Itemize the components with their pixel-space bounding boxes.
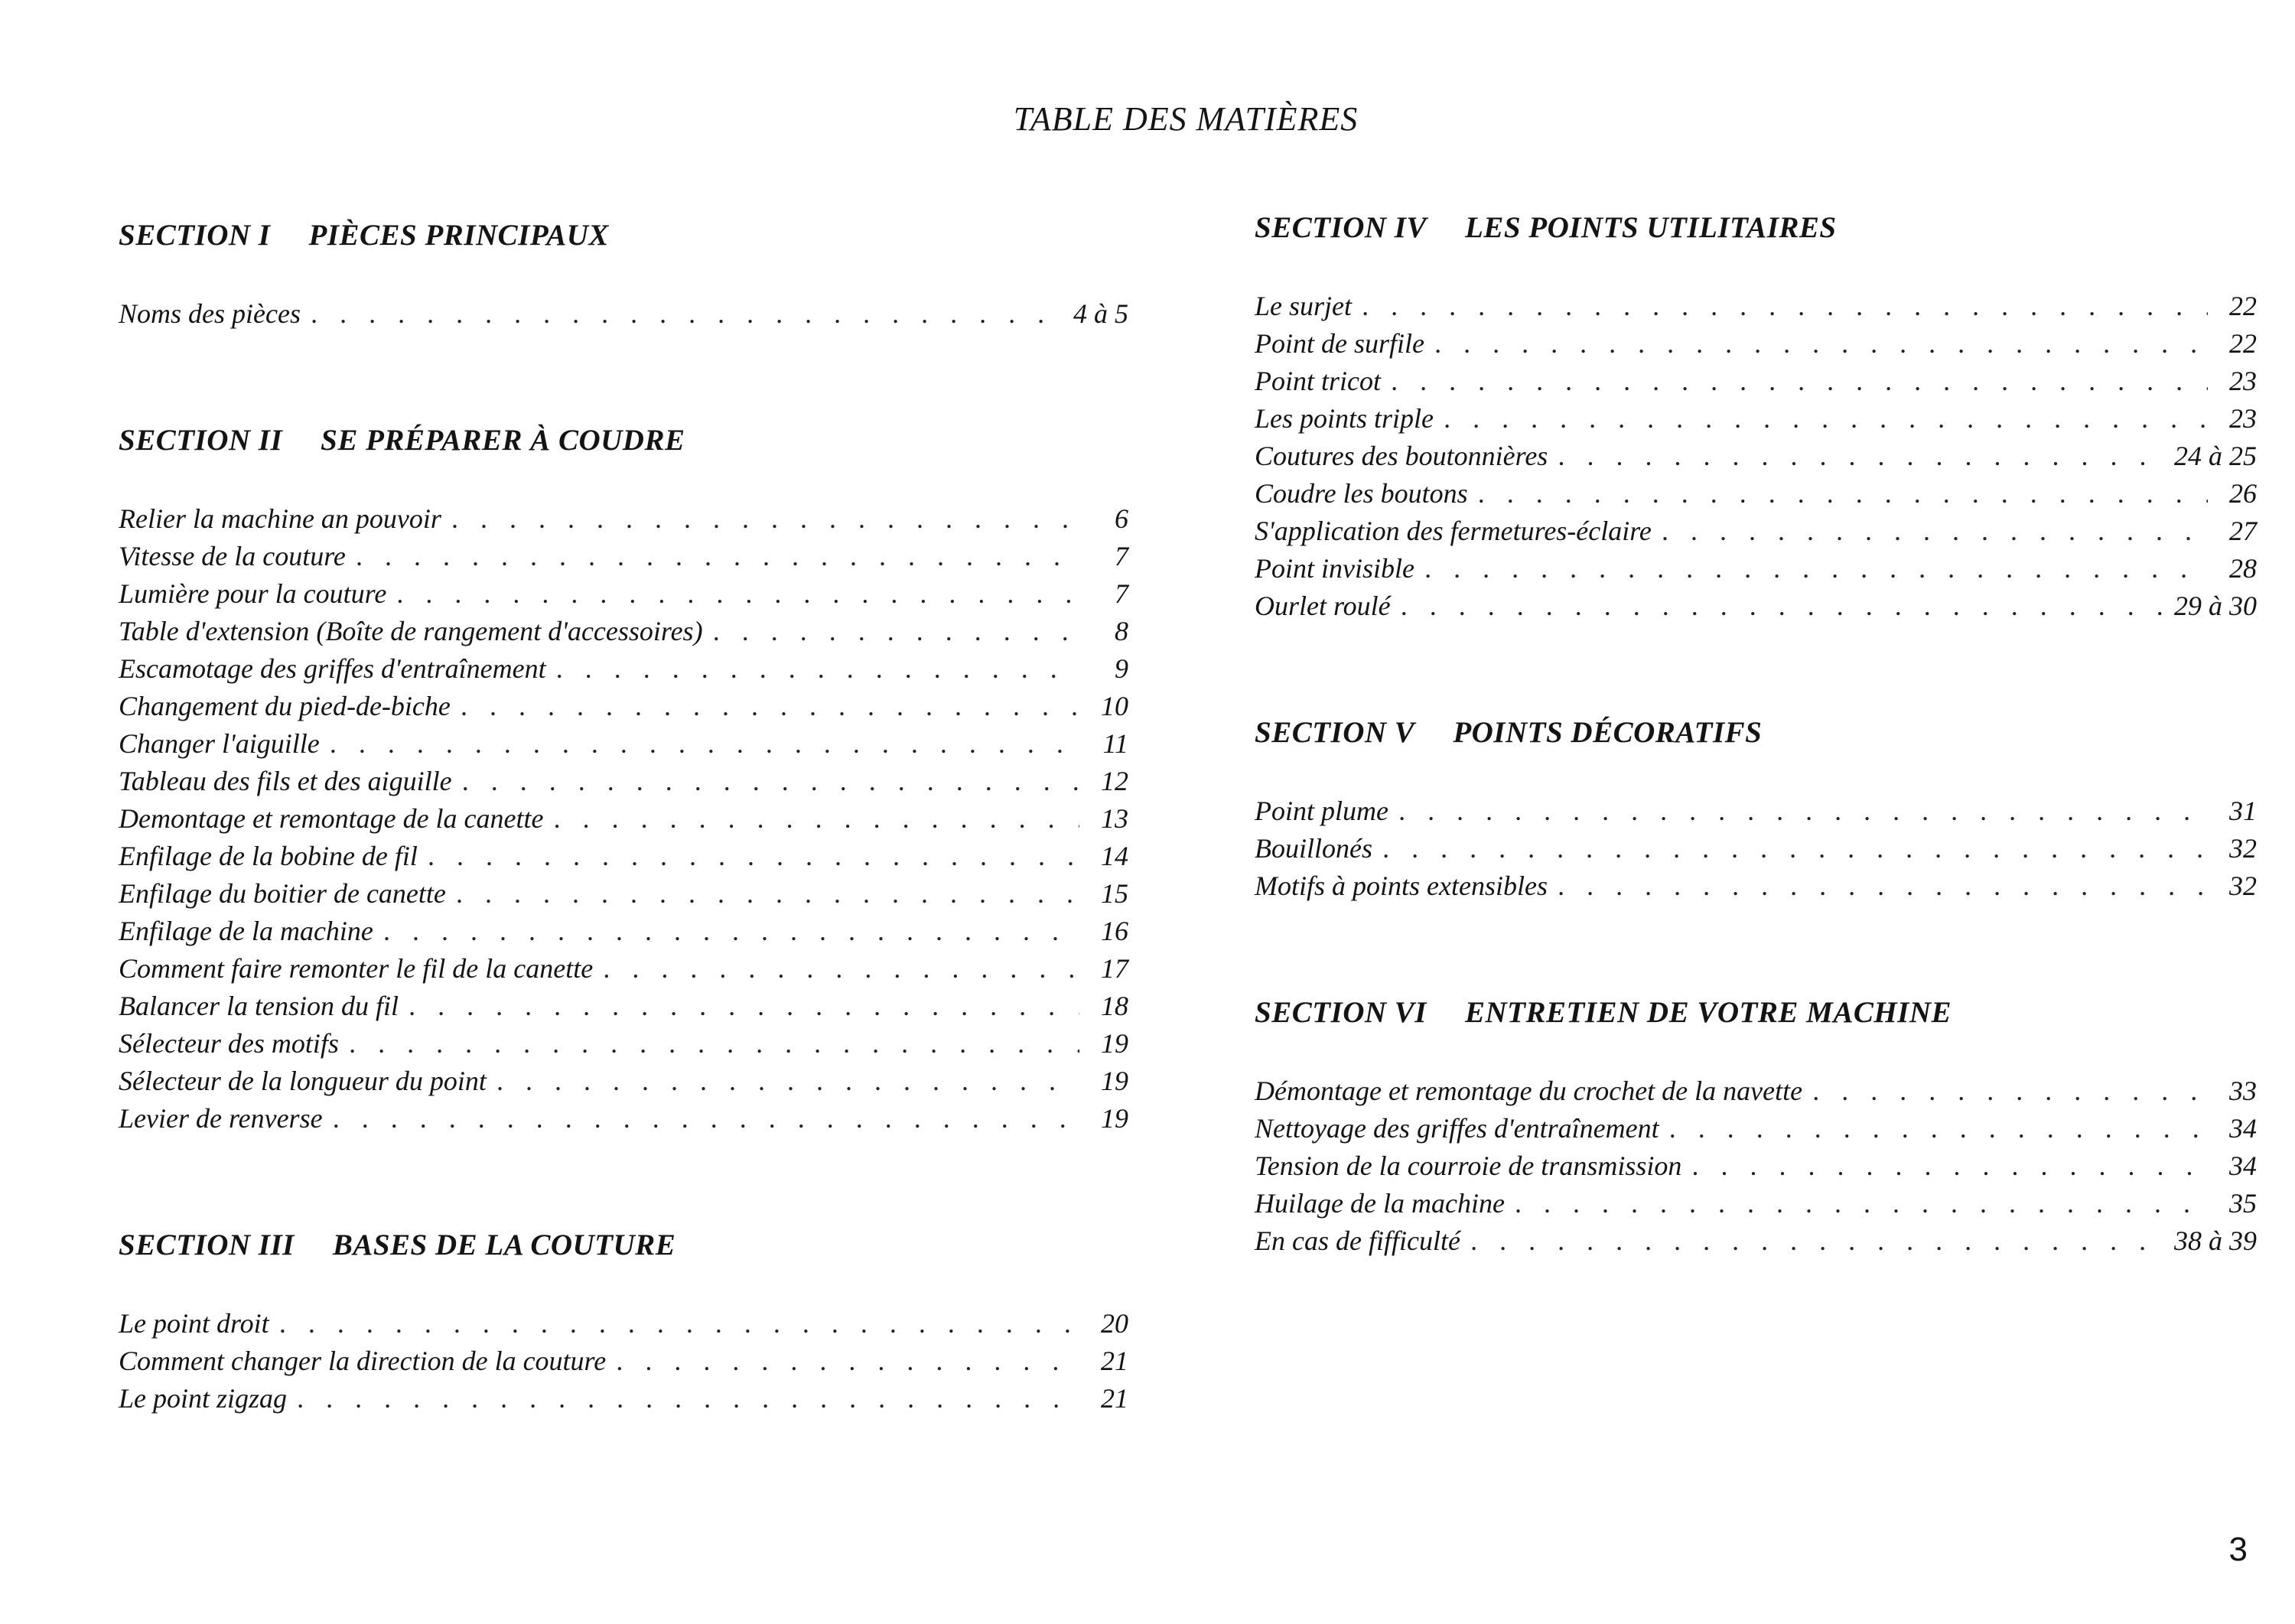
toc-section [1255,210,2257,625]
toc-entry-label: Le surjet [1255,291,1353,321]
toc-entry-label: S'application des fermetures-éclaire [1255,516,1652,546]
dot-leader [457,875,1079,913]
dot-leader [1662,513,2208,550]
toc-section [119,1228,1128,1417]
toc-entry-label: Point de surfile [1255,328,1424,359]
toc-entry-label: Nettoyage des griffes d'entraînement [1255,1113,1659,1144]
toc-entry-page: 24 à 25 [2174,441,2257,471]
dot-leader [409,988,1079,1025]
toc-section [1255,995,2257,1260]
dot-leader [1425,550,2208,587]
toc-entry-page: 11 [1102,728,1128,759]
toc-entry-page: 12 [1101,766,1128,796]
toc-entry-label: Relier la machine an pouvoir [119,503,441,534]
toc-entry-label: Point invisible [1255,553,1414,584]
toc-entry [119,500,1128,538]
toc-entry-page: 23 [2229,366,2257,396]
toc-entry-label: Le point zigzag [119,1383,288,1414]
toc-entry-page: 26 [2229,478,2257,509]
toc-entry [119,1380,1128,1417]
dot-leader [298,1380,1079,1417]
toc-entry [1255,1072,2257,1110]
toc-entry [1255,438,2257,475]
toc-entry-page: 32 [2229,833,2257,864]
section-title: SE PRÉPARER À COUDRE [321,424,685,457]
section-heading [1255,210,2257,245]
dot-leader [557,650,1079,688]
dot-leader [1444,400,2208,438]
toc-entry-label: Ourlet roulé [1255,591,1391,621]
toc-entry-page: 19 [1101,1066,1128,1096]
dot-leader [1392,363,2208,400]
toc-entry-page: 8 [1115,616,1128,646]
toc-entry-page: 38 à 39 [2174,1225,2257,1256]
dot-leader [1515,1185,2208,1222]
toc-entry-page: 13 [1101,803,1128,834]
toc-entry-label: Sélecteur des motifs [119,1028,339,1059]
toc-entry-label: Tension de la courroie de transmission [1255,1150,1682,1181]
toc-entry [119,538,1128,575]
toc-right-column [1255,210,2257,1350]
dot-leader [280,1305,1079,1342]
toc-entry [1255,363,2257,400]
page-title: TABLE DES MATIÈRES [1013,100,1359,138]
toc-entry-label: Bouillonés [1255,833,1372,864]
toc-entry-label: Escamotage des griffes d'entraînement [119,653,546,684]
section-number: SECTION VI [1255,996,1427,1029]
toc-entry-page: 16 [1101,916,1128,946]
toc-entry [119,875,1128,913]
toc-entry-label: Vitesse de la couture [119,541,346,571]
dot-leader [397,575,1079,613]
toc-entry-label: Démontage et remontage du crochet de la navette [1255,1076,1803,1106]
toc-entry-label: Point plume [1255,796,1388,826]
toc-entry-page: 21 [1101,1383,1128,1414]
section-heading [1255,715,2257,750]
dot-leader [617,1342,1079,1380]
section-heading [119,423,1128,457]
toc-entry-label: Demontage et remontage de la canette [119,803,544,834]
dot-leader [463,763,1079,800]
toc-entry-page: 22 [2229,328,2257,359]
page-number: 3 [2228,1531,2248,1568]
toc-entry-page: 28 [2229,553,2257,584]
dot-leader [555,800,1080,838]
toc-entry-page: 17 [1101,953,1128,984]
toc-entry [119,913,1128,950]
toc-entry [1255,513,2257,550]
toc-entry-label: Huilage de la machine [1255,1188,1505,1219]
toc-entry [119,1342,1128,1380]
toc-entry-label: Coutures des boutonnières [1255,441,1548,471]
toc-entry-label: Comment changer la direction de la couture [119,1346,607,1376]
dot-leader [1558,867,2208,905]
dot-leader [1813,1072,2208,1110]
toc-entry-page: 15 [1101,878,1128,909]
toc-entry [119,650,1128,688]
section-heading [119,1228,1128,1262]
toc-left-column [119,218,1128,1508]
toc-entry-page: 10 [1101,691,1128,721]
toc-entry-page: 7 [1115,541,1128,571]
dot-leader [452,500,1079,538]
toc-entry [1255,325,2257,363]
toc-entry [1255,1147,2257,1185]
toc-entry-page: 31 [2229,796,2257,826]
dot-leader [356,538,1079,575]
toc-entry [119,725,1128,763]
toc-entry [119,613,1128,650]
toc-entry-label: Tableau des fils et des aiguille [119,766,452,796]
dot-leader [1479,475,2208,513]
dot-leader [1692,1147,2208,1185]
toc-entry [1255,400,2257,438]
section-number: SECTION I [119,219,271,252]
toc-entry-label: Levier de renverse [119,1103,323,1134]
dot-leader [1383,830,2208,867]
toc-entry [119,763,1128,800]
section-title: LES POINTS UTILITAIRES [1464,211,1837,244]
toc-entry [1255,1185,2257,1222]
section-number: SECTION IV [1255,211,1427,244]
toc-entry-label: Changer l'aiguille [119,728,320,759]
toc-entry [119,1100,1128,1137]
toc-entry-page: 19 [1101,1028,1128,1059]
dot-leader [1399,792,2208,830]
toc-entry [119,295,1128,333]
toc-section [1255,715,2257,905]
dot-leader [604,950,1079,988]
dot-leader [311,295,1063,333]
toc-entry-page: 18 [1101,991,1128,1021]
dot-leader [428,838,1079,875]
toc-entry [119,838,1128,875]
toc-entry-page: 4 à 5 [1073,298,1128,329]
section-title: PIÈCES PRINCIPAUX [308,219,609,252]
toc-entry-label: En cas de fifficulté [1255,1225,1460,1256]
toc-entry-page: 29 à 30 [2174,591,2257,621]
toc-entry-page: 22 [2229,291,2257,321]
dot-leader [1362,288,2208,325]
toc-entry-page: 20 [1101,1308,1128,1339]
toc-entry [119,1025,1128,1063]
toc-entry [119,988,1128,1025]
toc-entry [119,1063,1128,1100]
toc-entry [1255,1222,2257,1260]
dot-leader [461,688,1079,725]
toc-entry-page: 14 [1101,841,1128,871]
toc-entry [119,950,1128,988]
toc-entry-page: 33 [2229,1076,2257,1106]
toc-entry-page: 6 [1115,503,1128,534]
toc-entry [1255,288,2257,325]
section-title: ENTRETIEN DE VOTRE MACHINE [1464,996,1952,1029]
toc-entry [1255,475,2257,513]
dot-leader [1435,325,2208,363]
toc-entry [119,575,1128,613]
toc-entry-page: 34 [2229,1150,2257,1181]
dot-leader [1558,438,2163,475]
toc-entry-label: Motifs à points extensibles [1255,871,1548,901]
section-title: POINTS DÉCORATIFS [1453,716,1763,749]
toc-entry-label: Le point droit [119,1308,269,1339]
toc-entry-page: 23 [2229,403,2257,434]
toc-entry-label: Changement du pied-de-biche [119,691,451,721]
toc-entry-page: 19 [1101,1103,1128,1134]
toc-entry-page: 7 [1115,578,1128,609]
dot-leader [384,913,1079,950]
dot-leader [714,613,1079,650]
toc-entry-label: Sélecteur de la longueur du point [119,1066,487,1096]
toc-entry-label: Noms des pièces [119,298,301,329]
dot-leader [1471,1222,2163,1260]
dot-leader [334,1100,1079,1137]
toc-entry-label: Les points triple [1255,403,1434,434]
toc-entry-page: 34 [2229,1113,2257,1144]
dot-leader [350,1025,1079,1063]
toc-section [119,423,1128,1137]
toc-entry-page: 9 [1115,653,1128,684]
toc-entry [1255,867,2257,905]
toc-entry [1255,792,2257,830]
dot-leader [1670,1110,2208,1147]
toc-entry-label: Table d'extension (Boîte de rangement d'accessoires) [119,616,703,646]
section-number: SECTION II [119,424,283,457]
toc-entry-label: Point tricot [1255,366,1381,396]
toc-entry [1255,587,2257,625]
toc-entry-label: Enfilage de la bobine de fil [119,841,418,871]
dot-leader [330,725,1079,763]
toc-entry [1255,830,2257,867]
dot-leader [497,1063,1079,1100]
toc-entry [119,800,1128,838]
toc-entry-label: Comment faire remonter le fil de la canette [119,953,594,984]
toc-entry-label: Coudre les boutons [1255,478,1468,509]
toc-entry [1255,550,2257,587]
toc-entry-page: 27 [2229,516,2257,546]
toc-entry-page: 32 [2229,871,2257,901]
dot-leader [1401,587,2163,625]
section-title: BASES DE LA COUTURE [332,1229,676,1261]
toc-entry-label: Lumière pour la couture [119,578,387,609]
toc-entry-label: Enfilage de la machine [119,916,373,946]
section-number: SECTION III [119,1229,295,1261]
toc-entry-label: Enfilage du boitier de canette [119,878,446,909]
toc-entry [1255,1110,2257,1147]
section-number: SECTION V [1255,716,1415,749]
toc-entry [119,1305,1128,1342]
toc-entry-page: 21 [1101,1346,1128,1376]
toc-section [119,218,1128,333]
toc-entry-label: Balancer la tension du fil [119,991,399,1021]
toc-entry-page: 35 [2229,1188,2257,1219]
section-heading [119,218,1128,252]
section-heading [1255,995,2257,1030]
toc-entry [119,688,1128,725]
